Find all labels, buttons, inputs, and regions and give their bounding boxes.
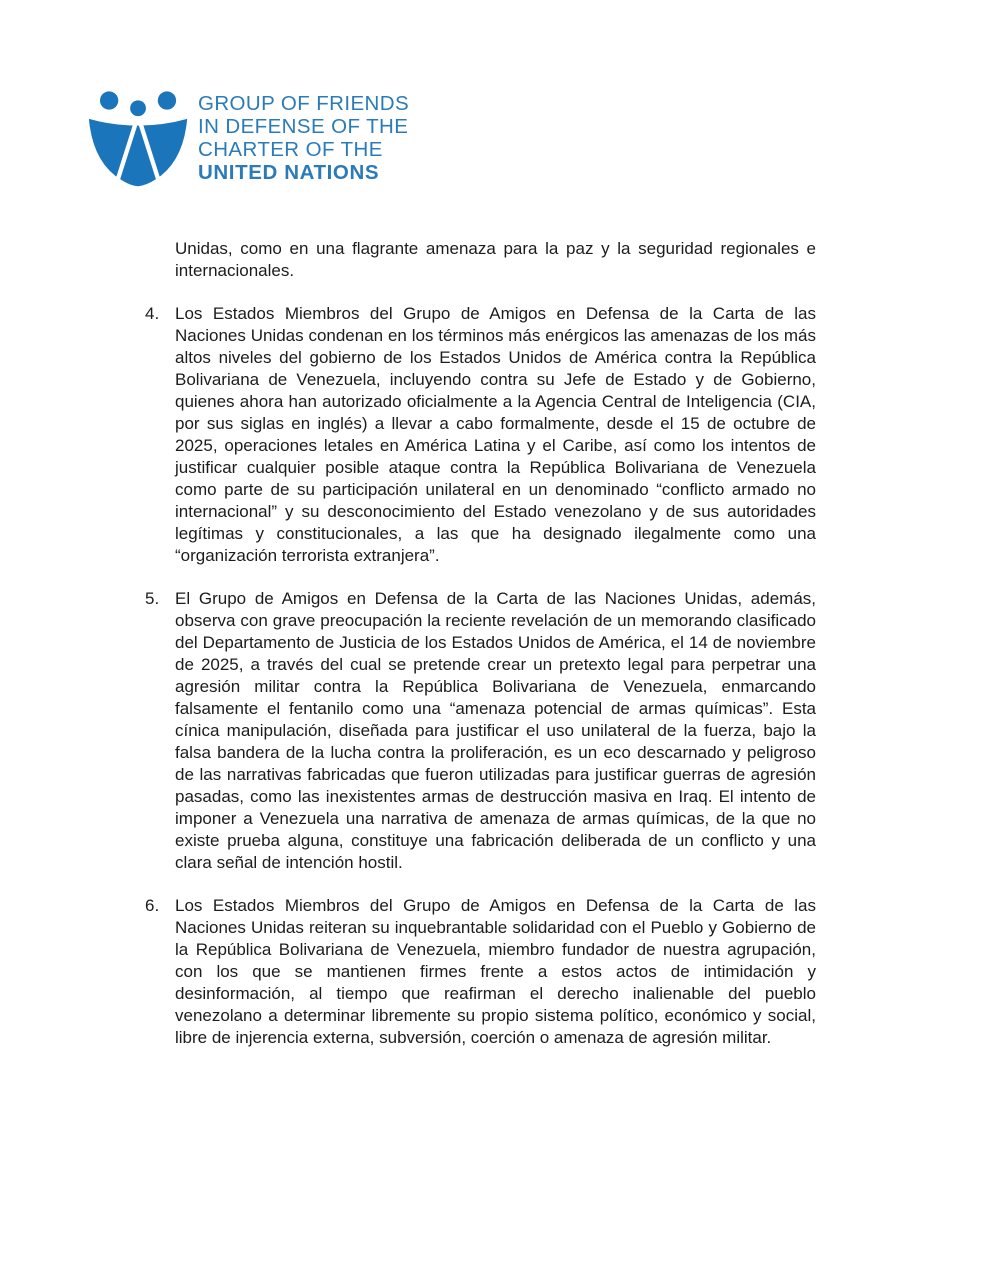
paragraph-text: Los Estados Miembros del Grupo de Amigos en Defensa de la Carta de las Naciones Unidas condenan en los términos más enérgicos las amenazas de los más altos niveles del gobierno de los Estados Unidos de América contra la República Bolivariana de Venezuela, incluyendo contra su Jefe de Estado y de Gobierno, quienes ahora han autorizado oficialmente a la Agencia Central de Inteligencia (CIA, por sus siglas en inglés) a llevar a cabo formalmente, desde el 15 de octubre de 2025, operaciones letales en América Latina y el Caribe, así como los intentos de justificar cualquier posible ataque contra la República Bolivariana de Venezuela como parte de su participación unilateral en un denominado “conflicto armado no internacional” y su desconocimiento del Estado venezolano y de sus autoridades legítimas y constitucionales, a las que ha designado ilegalmente como una “organización terrorista extranjera”. xyxy=(175,304,816,565)
numbered-paragraph-5 xyxy=(145,588,816,874)
logo-line-2: IN DEFENSE OF THE xyxy=(198,115,409,138)
paragraph-number: 5. xyxy=(145,589,160,608)
logo-wordmark xyxy=(198,86,409,184)
three-figures-icon xyxy=(86,86,192,196)
logo-line-4: UNITED NATIONS xyxy=(198,161,380,184)
logo-line-3: CHARTER OF THE xyxy=(198,138,383,161)
logo-line-1: GROUP OF FRIENDS xyxy=(198,92,410,115)
paragraph-text: Los Estados Miembros del Grupo de Amigos en Defensa de la Carta de las Naciones Unidas reiteran su inquebrantable solidaridad con el Pueblo y Gobierno de la República Bolivariana de Venezuela, miembro fundador de nuestra agrupación, con los que se mantienen firmes frente a estos actos de intimidación y desinformación, al tiempo que reafirman el derecho inalienable del pueblo venezolano a determinar libremente su propio sistema político, económico y social, libre de injerencia externa, subversión, coerción o amenaza de agresión militar. xyxy=(175,896,816,1047)
paragraph-number: 4. xyxy=(145,304,160,323)
paragraph-number: 6. xyxy=(145,896,160,915)
numbered-paragraph-4 xyxy=(145,303,816,567)
paragraph-continuation: Unidas, como en una flagrante amenaza para la paz y la seguridad regionales e internacionales. xyxy=(175,239,816,280)
numbered-paragraph-6 xyxy=(145,895,816,1049)
paragraph-text: El Grupo de Amigos en Defensa de la Carta de las Naciones Unidas, además, observa con grave preocupación la reciente revelación de un memorando clasificado del Departamento de Justicia de los Estados Unidos de América, el 14 de noviembre de 2025, a través del cual se pretende crear un pretexto legal para perpetrar una agresión militar contra la República Bolivariana de Venezuela, enmarcando falsamente el fentanilo como una “amenaza potencial de armas químicas”. Esta cínica manipulación, diseñada para justificar el uso unilateral de la fuerza, bajo la falsa bandera de la lucha contra la proliferación, es un eco descarnado y peligroso de las narrativas fabricadas que fueron utilizadas para justificar guerras de agresión pasadas, como las inexistentes armas de destrucción masiva en Iraq. El intento de imponer a Venezuela una narrativa de amenaza de armas químicas, de la que no existe prueba alguna, constituye una fabricación deliberada de un conflicto y una clara señal de intención hostil. xyxy=(175,589,816,872)
letterhead-logo xyxy=(86,86,409,196)
document-body xyxy=(145,238,816,1070)
